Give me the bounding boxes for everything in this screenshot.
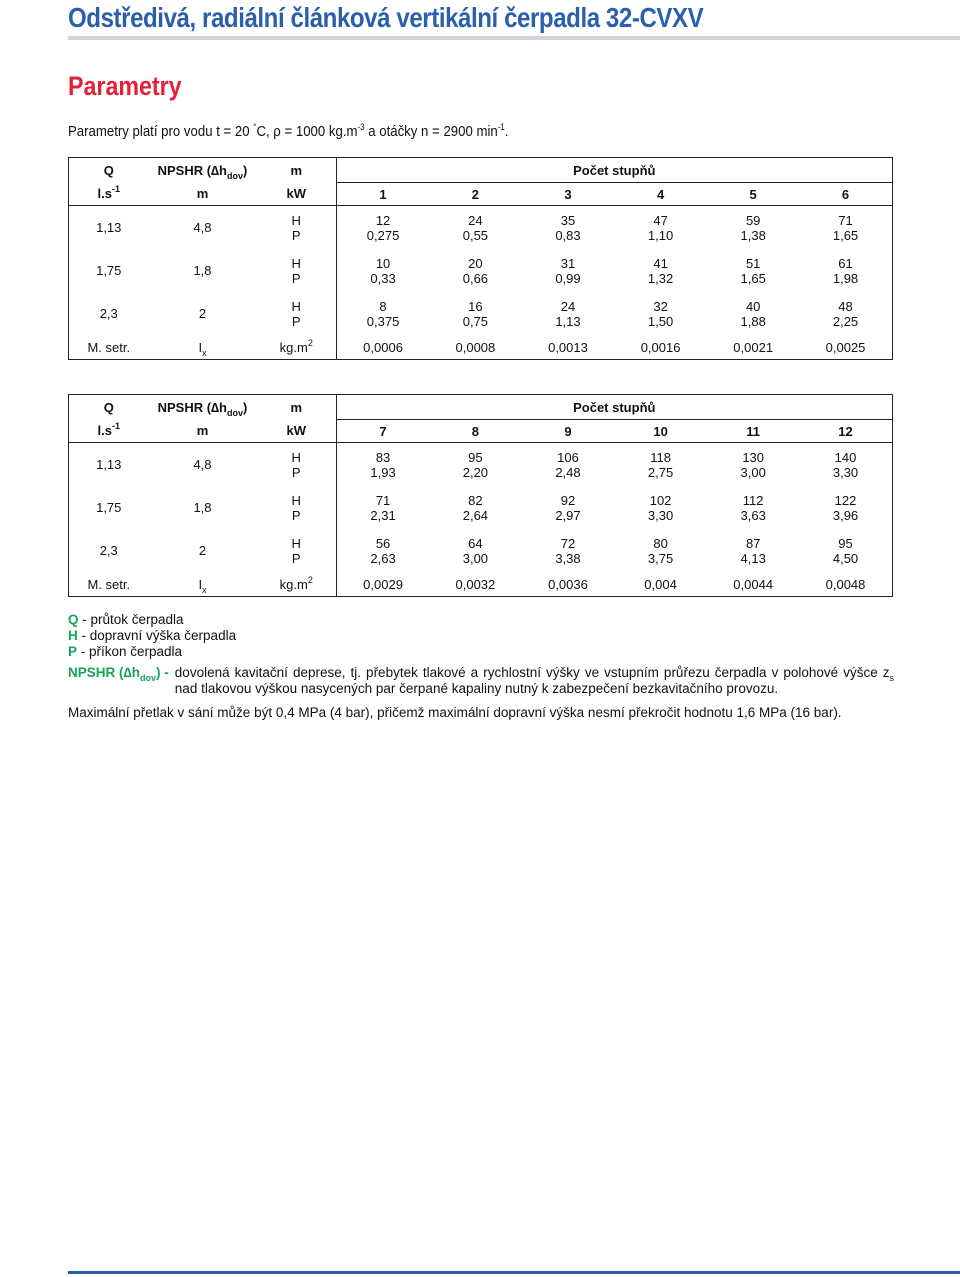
stage-number: 9	[564, 423, 572, 439]
m-setr-label: M. setr.	[87, 339, 131, 355]
q-unit: $l.s^{-1}$	[97, 184, 120, 202]
hp-cell: 31 0,99	[555, 255, 581, 286]
hp-cell: 35 0,83	[555, 212, 581, 243]
title-rule	[68, 36, 960, 40]
hp-cell: 16 0,75	[462, 298, 489, 329]
inertia-value: 0,0021	[733, 339, 774, 355]
hp-cell: 82 2,64	[462, 492, 489, 523]
table-row	[69, 529, 893, 572]
q-value: 2,3	[99, 306, 118, 321]
q-unit: $l.s^{-1}$	[97, 421, 120, 439]
stage-number: 8	[471, 423, 479, 439]
npshr-unit: m	[196, 186, 209, 202]
hp-cell: 112 3,63	[740, 492, 766, 523]
inertia-value: 0,0006	[337, 335, 430, 360]
inertia-value: 0,0008	[455, 339, 496, 355]
inertia-row	[69, 572, 893, 597]
hp-cell: 140 3,30	[832, 449, 859, 480]
npshr-key: NPSHR $(\Delta h_{dov})$ -	[68, 665, 169, 683]
hp-cell: 51 1,65	[740, 255, 766, 286]
q-value: 1,75	[96, 263, 122, 278]
hp-cell: 12 0,275	[337, 206, 430, 250]
hp-cell: 32 1,50	[647, 298, 674, 329]
footer-rule	[68, 1271, 960, 1274]
hp-label: H P	[291, 449, 301, 480]
table-row	[69, 292, 893, 335]
hp-label: H P	[291, 255, 301, 286]
hp-cell: 102 3,30	[647, 492, 674, 523]
m-setr-label: M. setr.	[87, 576, 131, 592]
hp-cell: 83 1,93	[337, 443, 430, 487]
q-value: 2,3	[99, 543, 118, 558]
stage-number: 1	[337, 183, 430, 206]
npshr-unit: m	[196, 423, 209, 439]
npshr-value: 2	[198, 543, 207, 558]
parameters-table-1	[68, 157, 892, 360]
stages-header: Počet stupňů	[337, 158, 893, 183]
pressure-note: Maximální přetlak v sání může být 0,4 MPa (4 bar), přičemž maximální dopravní výška nesmí překročit hodnotu 1,6 MPa (16 bar).	[68, 705, 842, 720]
m-header: m	[290, 399, 303, 415]
npshr-value: 1,8	[193, 263, 212, 278]
legend	[68, 612, 894, 721]
hp-cell: 106 2,48	[555, 449, 581, 480]
inertia-row	[69, 335, 893, 360]
table-row	[69, 206, 893, 250]
hp-cell: 92 2,97	[555, 492, 581, 523]
ix-label: $I_x$	[198, 339, 207, 358]
document-title: Odstředivá, radiální článková vertikální čerpadla 32-CVXV	[68, 2, 704, 33]
stage-number: 2	[471, 186, 479, 202]
hp-cell: 24 1,13	[555, 298, 581, 329]
hp-cell: 47 1,10	[647, 212, 674, 243]
hp-cell: 71 1,65	[832, 212, 859, 243]
stage-number: 11	[746, 423, 761, 439]
hp-cell: 8 0,375	[337, 292, 430, 335]
hp-cell: 56 2,63	[337, 529, 430, 572]
hp-cell: 20 0,66	[462, 255, 489, 286]
hp-cell: 95 4,50	[832, 535, 859, 566]
conditions-text: Parametry platí pro vodu t = 20 °C, ρ = 1000 $kg.m^{-3}$ a otáčky n = 2900 $\min^{-1}$.	[68, 122, 509, 140]
hp-cell: 59 1,38	[740, 212, 766, 243]
inertia-value: 0,0025	[825, 339, 866, 355]
hp-cell: 48 2,25	[832, 298, 859, 329]
hp-cell: 72 3,38	[555, 535, 581, 566]
inertia-value: 0,0044	[733, 576, 774, 592]
q-value: 1,75	[96, 500, 122, 515]
stage-number: 6	[841, 186, 850, 202]
npshr-value: 4,8	[193, 220, 212, 235]
kgm-label: $kg.m^2$	[279, 574, 313, 592]
stage-number: 5	[749, 186, 757, 202]
legend-npshr	[68, 665, 894, 697]
hp-cell: 40 1,88	[740, 298, 766, 329]
kw-header: kW	[286, 186, 306, 202]
hp-cell: 71 2,31	[337, 486, 430, 529]
stage-number: 4	[656, 186, 665, 202]
table-row	[69, 249, 893, 292]
hp-label: H P	[291, 298, 301, 329]
npshr-value: 1,8	[193, 500, 212, 515]
q-value: 1,13	[96, 220, 122, 235]
stage-number: 3	[564, 186, 572, 202]
kgm-label: $kg.m^2$	[279, 337, 313, 355]
section-heading: Parametry	[68, 71, 182, 101]
inertia-value: 0,0029	[337, 572, 430, 597]
parameters-table-2	[68, 394, 892, 597]
legend-p: P - příkon čerpadla	[68, 644, 183, 659]
npshr-header: NPSHR $(\Delta h_{dov})$	[157, 162, 248, 181]
inertia-value: 0,0036	[548, 576, 588, 592]
m-header: m	[290, 162, 303, 178]
kw-header: kW	[286, 423, 306, 439]
stage-number: 10	[653, 423, 668, 439]
hp-cell: 64 3,00	[462, 535, 489, 566]
stage-number: 7	[337, 420, 430, 443]
ix-label: $I_x$	[198, 576, 207, 595]
q-header: Q	[103, 399, 114, 415]
hp-cell: 10 0,33	[337, 249, 430, 292]
inertia-value: 0,004	[644, 576, 677, 592]
hp-label: H P	[291, 492, 301, 523]
table-row	[69, 443, 893, 487]
hp-cell: 80 3,75	[647, 535, 674, 566]
hp-label: H P	[291, 535, 301, 566]
inertia-value: 0,0032	[455, 576, 496, 592]
npshr-header: NPSHR $(\Delta h_{dov})$	[157, 399, 248, 418]
q-header: Q	[103, 162, 114, 178]
hp-cell: 41 1,32	[647, 255, 674, 286]
npshr-value: 4,8	[193, 457, 212, 472]
q-value: 1,13	[96, 457, 122, 472]
hp-cell: 61 1,98	[832, 255, 859, 286]
hp-cell: 118 2,75	[647, 449, 674, 480]
hp-cell: 24 0,55	[462, 212, 489, 243]
hp-cell: 122 3,96	[832, 492, 859, 523]
inertia-value: 0,0048	[825, 576, 866, 592]
npshr-value: 2	[198, 306, 207, 321]
stage-number: 12	[838, 423, 853, 439]
legend-q: Q - průtok čerpadla	[68, 612, 184, 627]
inertia-value: 0,0016	[640, 339, 681, 355]
stages-header: Počet stupňů	[337, 395, 893, 420]
inertia-value: 0,0013	[548, 339, 588, 355]
hp-cell: 130 3,00	[740, 449, 766, 480]
hp-cell: 87 4,13	[740, 535, 766, 566]
hp-cell: 95 2,20	[462, 449, 489, 480]
npshr-definition: dovolená kavitační deprese, tj. přebytek tlakové a rychlostní výšky ve vstupním průřezu čerpadla v polohové výšce $z_s$ nad tlakovou výškou nasycených par čerpané kapaliny nutný k zabezpečení bezkavitačního provozu.	[174, 665, 894, 696]
table-row	[69, 486, 893, 529]
hp-label: H P	[291, 212, 301, 243]
legend-h: H - dopravní výška čerpadla	[68, 628, 237, 643]
